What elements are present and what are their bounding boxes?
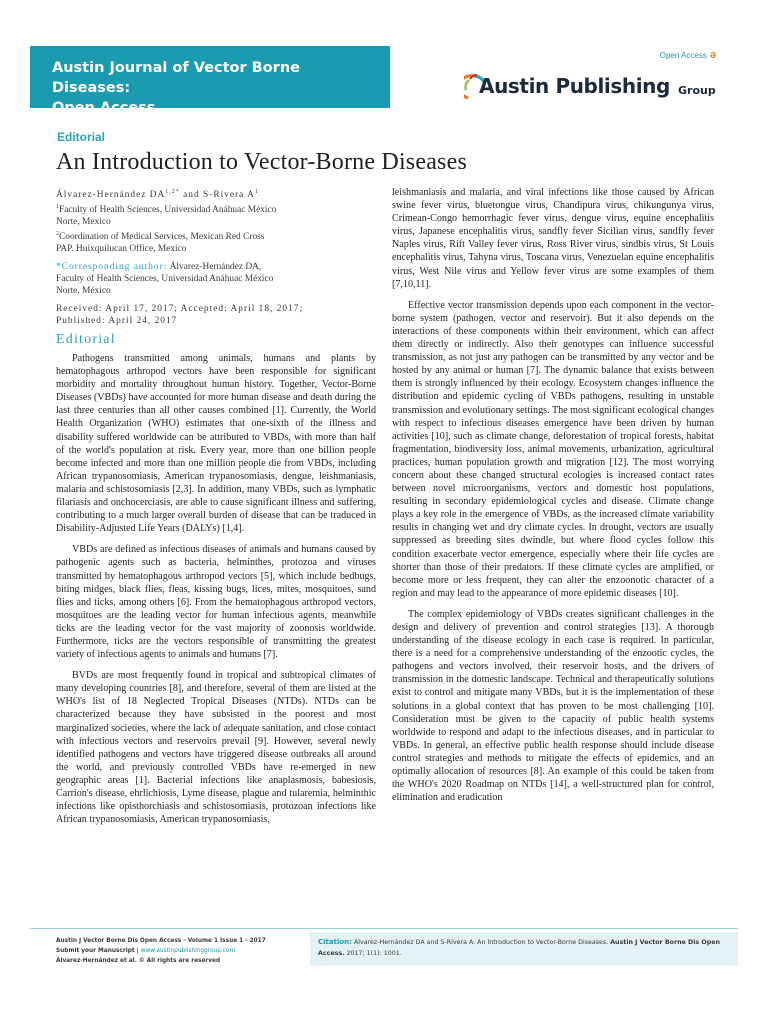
affiliation-1 (56, 201, 376, 216)
paragraph: Pathogens transmitted among animals, humans and plants by hematophagous arthropod vectors have been responsible for significant morbidity and mortality throughout human history. Together, Vector-Borne Diseases (VBDs) have accounted for more human disease and death during the last three centuries than all other causes combined [1]. Currently, the World Health Organization (WHO) estimates that one-sixth of the illness and disability suffered worldwide can be attributed to VBDs, with more than half of the world's population at risk. Every year, more than one billion people become infected and more than one million people die from VBDs, including African trypanosomiasis, American trypanosomiasis, dengue, leishmaniasis, malaria and schistosomiasis [2,3]. In addition, many VBDs, such as lymphatic filariasis and onchocerciasis, are able to cause significant illness and suffering, contributing to a much larger overall burden of disease that can be traduced in Disability-Adjusted Life Years (DALYs) [1,4]. (56, 353, 376, 535)
footer-journal-line: Austin J Vector Borne Dis Open Access - Volume 1 Issue 1 - 2017 (56, 938, 266, 944)
paragraph: BVDs are most frequently found in tropical and subtropical climates of many developing countries [8], and therefore, several of them are listed at the WHO's list of 18 Neglected Tropical Diseases (NTDs). NTDs can be characterized because they have subsisted in the poorest and most marginalized societies, where the lack of adequate sanitation, and close contact with infectious vectors and reservoirs prevail [9]. However, several newly identified pathogens and vectors have triggered disease outbreaks all around the world, and previously controlled VBDs have re-emerged in new geographic areas [1]. Bacterial infections like anaplasmosis, babesiosis, Carrion's disease, ehrlichiosis, Lyme disease, plague and tularemia, helminthic infections like opisthorchiasis and schistosomiasis, protozoan infections like African trypanosomiasis, American trypanosomiasis, (56, 670, 376, 826)
body-column-left (56, 352, 376, 834)
affiliation-2-line1: Coordination of Medical Services, Mexican Red Cross (59, 232, 265, 243)
open-access-label: Open Access (659, 51, 707, 60)
affiliation-2-line2: PAP. Huixquilucan Office, Mexico (56, 244, 187, 255)
received-accepted-dates: Received: April 17, 2017; Accepted: April 18, 2017; (56, 304, 304, 315)
affiliation-2-sup: 2 (56, 231, 59, 238)
corresponding-author-label: *Corresponding author: (56, 262, 168, 273)
affiliation-1-line2: Norte, Mexico (56, 217, 111, 228)
citation-label: Citation: (318, 938, 352, 946)
citation-text: Álvarez-Hernández DA and S-Rivera A. An Introduction to Vector-Borne Diseases. (351, 939, 611, 946)
citation-tail: 2017; 1(1): 1001. (344, 950, 402, 957)
corresponding-author-country: Norte, México (56, 286, 111, 297)
affiliation-1-sup: 1 (56, 204, 59, 211)
section-heading-editorial: Editorial (56, 332, 116, 347)
article-title: An Introduction to Vector-Borne Diseases (56, 149, 467, 175)
journal-title-line1: Austin Journal of Vector Borne Diseases: (52, 60, 300, 96)
paragraph: Effective vector transmission depends upon each component in the vector-borne system (pathogen, vector and reservoir). But it also depends on the interactions of these components within their environment, which can affect them directly or indirectly. Also their genotypes can influence successful transmission, as not just any pathogen can be transmitted by any vector and be hosted by any animal or human [7]. The dynamic balance that exists between them is strongly influenced by their ecology. Ecosystem changes influence the distribution and epidemic cycling of VBDs pathogens, resulting in unstable transmission and evolutionary settings. The most significant ecological changes with respect to infectious diseases emergence have been driven by human activities [10], such as climate change, deforestation of tropical forests, habitat fragmentation, biodiversity loss, animal movements, urbanization, agricultural practices, human population growth and migration [12]. The most worrying concern about these changed structural ecologies is increased contact rates between novel microorganisms, vectors and domestic host populations, resulting in secondary epidemiological cycles and disease. Climate change plays a key role in the emergence of VBDs, as the increased climate variability results in changing wet and dry climate cycles. In drought, vectors are usually suppressed as breeding sites dwindle, but where flood cycles follow this condition exacerbate vector emergence, especially where their life cycles are shorter than those of their predators. If these climate cycles are amplified, or become more or less frequent, they can alter the enzoonotic character of a region and may lead to the appearance of more epidemic diseases [10]. (392, 299, 714, 599)
footer-journal-info (56, 936, 306, 966)
article-info (56, 186, 376, 327)
journal-title-line2: Open Access (52, 100, 156, 116)
body-column-right (392, 186, 714, 812)
footer-rights: Álvarez-Hernández et al. © All rights are reserved (56, 958, 221, 964)
logo-wordmark: Austin Publishing (479, 74, 670, 98)
author-line (56, 186, 376, 201)
author-2-sup: 1 (254, 189, 259, 195)
corresponding-author (56, 261, 376, 273)
footer-website-link[interactable]: www.austinpublishinggroup.com (140, 948, 236, 954)
affiliation-1-line1: Faculty of Health Sciences, Universidad Anáhuac México (59, 205, 277, 216)
paragraph: leishmaniasis and malaria, and viral infections like those caused by African swine fever virus, bluetongue virus, Chandipura virus, chikungunya virus, Crimean-Congo hemorrhagic fever virus, dengue virus, equine encephalitis virus, Japanese encephalitis virus, sandfly fever Sicilian virus, sandfly fever Naples virus, Rift Valley fever virus, Ross River virus, sindbis virus, St Louis encephalitis virus, Tahyna virus, Toscana virus, Venezuelan equine encephalitis virus, West Nile virus and Yellow fever virus are some examples of them [7,10,11]. (392, 187, 714, 290)
citation-journal: Austin J Vector Borne Dis Open Access. (318, 939, 720, 957)
published-date: Published: April 24, 2017 (56, 316, 178, 327)
corresponding-author-affil: Faculty of Health Sciences, Universidad Anáhuac México (56, 274, 274, 285)
footer-submit-line (56, 946, 306, 956)
footer-submit-label: Submit your Manuscript | (56, 948, 141, 954)
open-access-badge (660, 50, 716, 61)
footer-divider (30, 928, 738, 929)
author-1-sup: 1,2* (165, 189, 180, 195)
paragraph: VBDs are defined as infectious diseases of animals and humans caused by pathogenic agents such as bacteria, helminthes, protozoa and viruses transmitted by hematophagous arthropod vectors [5], which include bedbugs, biting midges, black flies, fleas, kissing bugs, lices, mites, mosquitoes, sand flies and ticks, among others [6]. From the hematophagous arthropod vectors, mosquitoes are the leading vector for human infectious agents, meanwhile ticks are the leading vector for the vast majority of zoonosis worldwide. Furthermore, ticks are the vectors responsible of transmitting the greatest variety of infectious agents to animals and humans [7]. (56, 544, 376, 661)
journal-title (52, 58, 382, 118)
affiliation-2 (56, 228, 376, 243)
open-access-lock-icon: ə (709, 49, 716, 61)
corresponding-author-name: Álvarez-Hernández DA, (167, 262, 262, 273)
paragraph: The complex epidemiology of VBDs creates significant challenges in the design and delivery of prevention and control strategies [13]. A thorough understanding of the disease ecology in each case is required. In particular, there is a need for a comprehensive understanding of the enzootic cycles, the pathogens and vectors involved, their reservoir hosts, and the drivers of transmission in the domestic landscape. Technical and therapeutically solutions exist to control and mitigate many VBDs, but it is the implementation of these solutions in a global context that has proven to be most challenging [10]. Consideration must be given to the capacity of public health systems worldwide to respond and adapt to the infectious diseases, and in particular to VBDs. In general, an effective public health response should include disease control strategies and methods to mitigate the effects of epidemics, and an optimally allocation of resources [8]. An example of this could be taken from the WHO's 2020 Roadmap on NTDs [14], a well-structured plan for control, elimination and eradication (392, 608, 714, 804)
logo-group-label: Group (678, 84, 716, 97)
citation-box (310, 932, 738, 966)
author-2: and S-Rivera A (179, 190, 255, 201)
publisher-logo (464, 70, 724, 104)
article-type-label: Editorial (57, 130, 106, 144)
author-1: Álvarez-Hernández DA (56, 190, 166, 201)
